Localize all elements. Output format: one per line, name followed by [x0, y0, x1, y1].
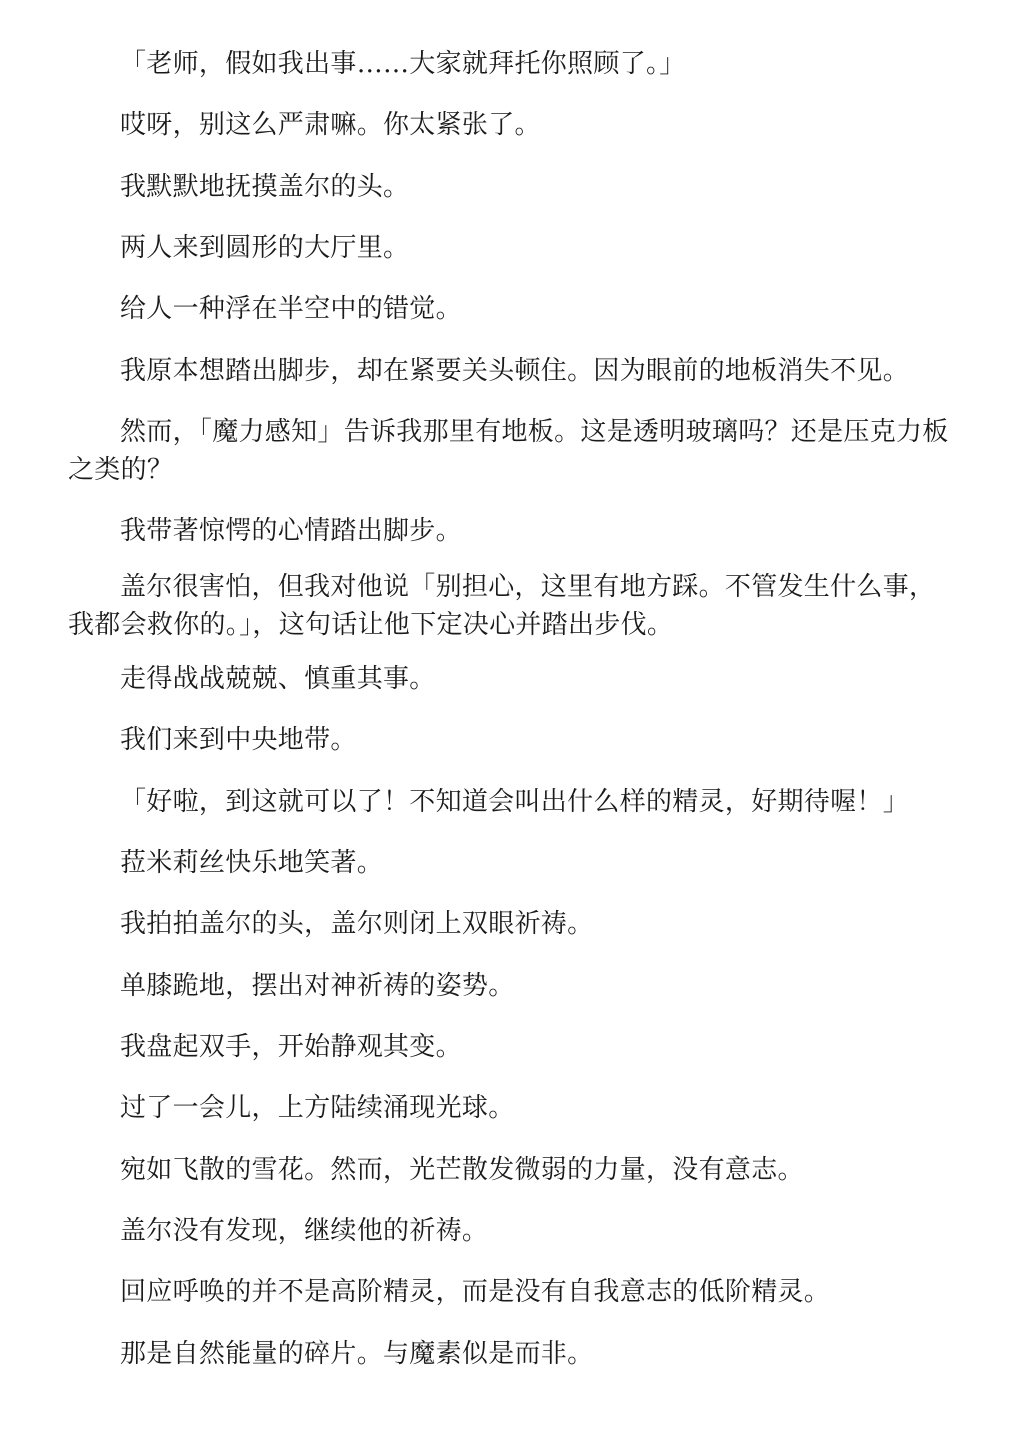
paragraph: 盖尔很害怕，但我对他说「别担心，这里有地方踩。不管发生什么事，我都会救你的。」，这句话让他下定决心并踏出步伐。	[68, 572, 936, 640]
paragraph: 盖尔没有发现，继续他的祈祷。	[120, 1216, 489, 1246]
paragraph: 我带著惊愕的心情踏出脚步。	[120, 516, 462, 546]
paragraph: 给人一种浮在半空中的错觉。	[120, 294, 462, 324]
paragraph: 「老师，假如我出事……大家就拜托你照顾了。」	[120, 49, 686, 79]
paragraph: 单膝跪地，摆出对神祈祷的姿势。	[120, 971, 515, 1001]
paragraph: 回应呼唤的并不是高阶精灵，而是没有自我意志的低阶精灵。	[120, 1277, 831, 1307]
paragraph: 我拍拍盖尔的头，盖尔则闭上双眼祈祷。	[120, 909, 594, 939]
paragraph: 过了一会儿，上方陆续涌现光球。	[120, 1093, 515, 1123]
paragraph: 走得战战兢兢、慎重其事。	[120, 664, 436, 694]
paragraph: 我默默地抚摸盖尔的头。	[120, 172, 410, 202]
paragraph: 菈米莉丝快乐地笑著。	[120, 848, 384, 878]
paragraph: 我们来到中央地带。	[120, 725, 357, 755]
paragraph: 宛如飞散的雪花。然而，光芒散发微弱的力量，没有意志。	[120, 1155, 804, 1185]
paragraph: 「好啦，到这就可以了！不知道会叫出什么样的精灵，好期待喔！」	[120, 787, 910, 817]
paragraph: 然而，「魔力感知」告诉我那里有地板。这是透明玻璃吗？还是压克力板之类的？	[68, 417, 949, 485]
paragraph: 两人来到圆形的大厅里。	[120, 233, 410, 263]
paragraph: 哎呀，别这么严肃嘛。你太紧张了。	[120, 110, 541, 140]
paragraph: 我原本想踏出脚步，却在紧要关头顿住。因为眼前的地板消失不见。	[120, 356, 910, 386]
paragraph: 我盘起双手，开始静观其变。	[120, 1032, 462, 1062]
paragraph: 那是自然能量的碎片。与魔素似是而非。	[120, 1339, 594, 1369]
